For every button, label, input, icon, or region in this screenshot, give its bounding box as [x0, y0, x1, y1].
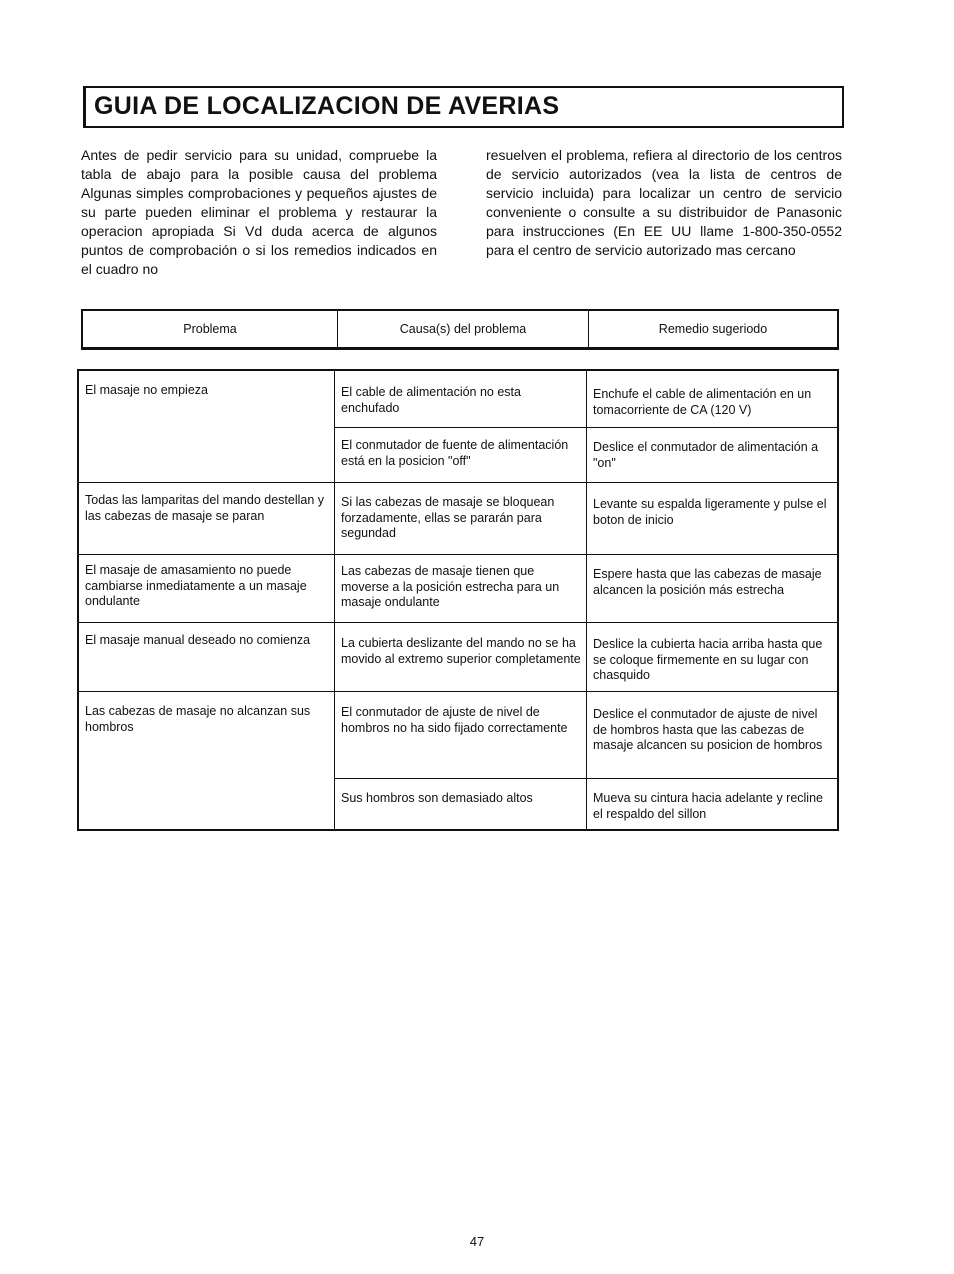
problem-cell: Las cabezas de masaje no alcanzan sus hombros	[85, 704, 311, 734]
table-row	[79, 554, 837, 623]
intro-left-column: Antes de pedir servicio para su unidad, compruebe la tabla de abajo para la posible causa del problema Algunas simples comprobaciones y pequeños ajustes de su parte pueden eliminar el problema y restaurar la operacion apropiada Si Vd duda acerca de algunos puntos de comprobación o si los remedios indicados en el cuadro no	[81, 147, 437, 277]
remedy-cell: Deslice la cubierta hacia arriba hasta que se coloque firmemente en su lugar con chasquido	[586, 623, 837, 692]
cause-cell: Las cabezas de masaje tienen que moverse a la posición estrecha para un masaje ondulante	[334, 555, 586, 623]
problem-cell: Todas las lamparitas del mando destellan y las cabezas de masaje se paran	[85, 493, 325, 523]
table-row	[79, 371, 837, 482]
cause-text: El conmutador de ajuste de nivel de hombros no ha sido fijado correctamente	[341, 705, 568, 735]
table-row	[79, 691, 837, 829]
troubleshooting-table	[77, 369, 839, 831]
cause-cell: Si las cabezas de masaje se bloquean forzadamente, ellas se pararán para segundad	[334, 483, 586, 555]
cause-cell	[334, 371, 586, 482]
page-number: 47	[469, 1234, 485, 1249]
problem-cell: El masaje no empieza	[85, 383, 208, 397]
remedy-cell: Levante su espalda ligeramente y pulse el boton de inicio	[586, 483, 837, 555]
remedy-cell	[586, 371, 837, 482]
header-remedy: Remedio sugeriodo	[588, 311, 837, 347]
remedy-text: Enchufe el cable de alimentación en un tomacorriente de CA (120 V)	[593, 387, 812, 417]
problem-cell: El masaje de amasamiento no puede cambiarse inmediatamente a un masaje ondulante	[85, 563, 307, 608]
remedy-cell: Espere hasta que las cabezas de masaje alcancen la posición más estrecha	[586, 555, 837, 623]
table-row	[79, 622, 837, 692]
cause-text: Sus hombros son demasiado altos	[335, 778, 586, 829]
header-cause: Causa(s) del problema	[337, 311, 588, 347]
title-box	[83, 86, 844, 128]
problem-cell: El masaje manual deseado no comienza	[85, 633, 311, 647]
cause-text: El cable de alimentación no esta enchufado	[341, 385, 521, 415]
cause-cell	[334, 692, 586, 829]
remedy-cell	[586, 692, 837, 829]
intro-right-column: resuelven el problema, refiera al directorio de los centros de servicio autorizados (vea la lista de centros de servicio incluida) para localizar un centro de servicio conveniente o consulte a su distribuidor de Panasonic para instrucciones (En EE UU llame 1-800-350-0552 para el centro de servicio autorizado mas cercano	[486, 147, 842, 258]
remedy-text: Deslice el conmutador de ajuste de nivel de hombros hasta que las cabezas de masaje alcancen su posicion de hombros	[593, 707, 823, 752]
page-title: GUIA DE LOCALIZACION DE AVERIAS	[94, 92, 560, 120]
table-row	[79, 482, 837, 555]
cause-cell: La cubierta deslizante del mando no se ha movido al extremo superior completamente	[334, 623, 586, 692]
remedy-text: Deslice el conmutador de alimentación a "on"	[587, 427, 837, 482]
cause-text: El conmutador de fuente de alimentación está en la posicion "off"	[335, 427, 586, 482]
remedy-text: Mueva su cintura hacia adelante y recline el respaldo del sillon	[587, 778, 837, 829]
header-problem: Problema	[183, 322, 237, 336]
table-header	[81, 309, 839, 350]
